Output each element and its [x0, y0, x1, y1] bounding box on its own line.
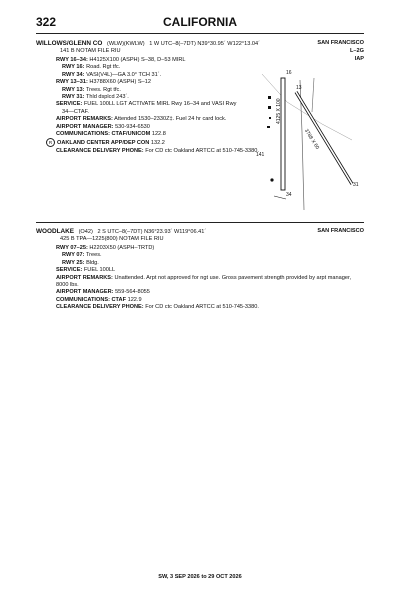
willows-detail-line-label: SERVICE:	[56, 101, 83, 108]
willows-detail-line-text: VASI(V4L)—GA 3.0° TCH 31´.	[86, 71, 162, 78]
willows-chart-code-lo: L–2G	[350, 48, 364, 54]
willows-detail-lines	[48, 57, 259, 155]
woodlake-location-line: 2 S UTC–8(–7DT) N36°23.93´ W119°06.41´	[97, 229, 207, 235]
woodlake-detail-line	[56, 260, 370, 267]
woodlake-detail-line	[56, 289, 364, 296]
woodlake-detail-line	[56, 297, 364, 304]
willows-region: SAN FRANCISCO	[317, 40, 364, 46]
radar-badge-icon: R	[46, 138, 55, 147]
willows-detail-line	[56, 94, 259, 101]
willows-detail-line-text: FUEL 100LL LGT ACTIVATE MIRL Rwy 16–34 and VASI Rwy	[83, 101, 237, 108]
woodlake-detail-line	[56, 275, 364, 290]
woodlake-detail-line-label: RWY 25:	[62, 259, 85, 266]
willows-detail-line-text: Thld dsplcd 243´.	[85, 94, 129, 101]
runway-end-16: 16	[286, 70, 292, 76]
road-line	[312, 78, 314, 112]
runway-end-31: 31	[353, 182, 359, 188]
willows-detail-line	[56, 64, 259, 71]
building-icon	[267, 126, 270, 128]
building-icon	[268, 96, 271, 99]
willows-detail-line-label: CLEARANCE DELIVERY PHONE:	[56, 147, 144, 154]
willows-detail-line-text: Attended 1530–2330Z‡. Fuel 24 hr card lock.	[114, 116, 227, 123]
willows-detail-line-text: 530-934-6530	[115, 123, 150, 130]
woodlake-detail-line	[56, 252, 370, 259]
willows-location-line: 1 W UTC–8(–7DT) N39°30.95´ W122°13.04´	[149, 41, 261, 47]
willows-detail-line-label: COMMUNICATIONS: CTAF/UNICOM	[56, 131, 151, 138]
woodlake-detail-line-label: SERVICE:	[56, 267, 83, 274]
willows-detail-line-label: RWY 13:	[62, 86, 85, 93]
building-icon	[268, 106, 271, 109]
woodlake-detail-line	[56, 267, 364, 274]
willows-detail-line	[56, 148, 259, 155]
willows-detail-line-text: 132.2	[150, 140, 165, 147]
willows-detail-line-label: RWY 13–31:	[56, 79, 88, 86]
woodlake-detail-line-text: 559-564-8055	[115, 289, 150, 296]
state-heading: CALIFORNIA	[163, 15, 237, 29]
edition-footer: SW, 3 SEP 2026 to 29 OCT 2026	[158, 574, 242, 580]
willows-elevation-line: 141 B NOTAM FILE RIU	[60, 48, 121, 54]
field-elevation: 141	[256, 152, 265, 158]
page-number: 322	[36, 15, 57, 29]
taxiway-line	[274, 196, 286, 199]
woodlake-detail-line	[56, 245, 364, 252]
woodlake-detail-line-label: AIRPORT MANAGER:	[56, 289, 114, 296]
willows-detail-line-text: For CD ctc Oakland ARTCC at 510-745-3380.	[145, 147, 259, 154]
willows-detail-line	[56, 72, 259, 79]
willows-detail-line	[56, 116, 259, 123]
woodlake-detail-line-text: Unattended. Arpt not approved for ngt use. Gross pavement strength provided by arpt manager, 8000 lbs.	[56, 274, 352, 289]
woodlake-detail-line-label: RWY 07–25:	[56, 245, 88, 251]
runway-16-34-dims: 4125 X 100	[276, 98, 282, 124]
header-rule	[36, 33, 364, 34]
willows-detail-line-label: RWY 31:	[62, 94, 85, 101]
willows-detail-line-text: H3788X60 (ASPH) S–12	[89, 79, 151, 86]
willows-detail-line	[56, 131, 259, 138]
woodlake-elevation-line: 425 B TPA—1225(800) NOTAM FILE RIU	[60, 236, 164, 242]
willows-detail-line-text: 34—CTAF.	[62, 108, 89, 115]
woodlake-region: SAN FRANCISCO	[317, 228, 364, 234]
woodlake-detail-line-label: AIRPORT REMARKS:	[56, 274, 113, 281]
woodlake-detail-line-label: COMMUNICATIONS: CTAF	[56, 296, 127, 303]
willows-detail-line	[56, 79, 259, 86]
woodlake-detail-line-text: H2203X50 (ASPH–TRTD)	[89, 245, 155, 251]
willows-detail-line-text: Road. Rgt tfc.	[86, 64, 121, 71]
willows-detail-line	[56, 124, 259, 131]
woodlake-detail-line-label: CLEARANCE DELIVERY PHONE:	[56, 304, 144, 311]
woodlake-detail-line-label: RWY 07:	[62, 252, 85, 259]
woodlake-airport-name: WOODLAKE	[36, 228, 74, 235]
willows-detail-line	[48, 138, 259, 147]
willows-airport-diagram	[252, 72, 362, 212]
willows-detail-line-label: RWY 16–34:	[56, 57, 88, 63]
willows-detail-line-text: 122.8	[151, 131, 166, 138]
willows-detail-line-label: RWY 16:	[62, 64, 85, 71]
woodlake-detail-line-text: 122.9	[127, 296, 142, 303]
willows-detail-line-text: H4125X100 (ASPH) S–38, D–53 MIRL	[89, 57, 186, 63]
woodlake-detail-line-text: For CD ctc Oakland ARTCC at 510-745-3380.	[145, 304, 259, 311]
runway-13-31-dims: 3788 X 60	[302, 128, 321, 151]
runway-end-13: 13	[296, 85, 302, 91]
willows-detail-line	[56, 57, 259, 64]
runway-end-34: 34	[286, 192, 292, 198]
willows-detail-line-label: OAKLAND CENTER APP/DEP CON	[57, 140, 150, 147]
woodlake-detail-line-text: FUEL 100LL	[83, 267, 116, 274]
building-icon	[269, 117, 271, 119]
willows-detail-line-label: RWY 34:	[62, 71, 85, 78]
willows-airport-name: WILLOWS/GLENN CO	[36, 40, 103, 47]
woodlake-detail-lines	[56, 245, 370, 312]
willows-identifiers: (WLW)(KWLW)	[106, 41, 145, 47]
willows-detail-line	[56, 109, 259, 116]
woodlake-detail-line	[56, 304, 364, 311]
entry-divider	[36, 222, 364, 223]
willows-detail-line-label: AIRPORT REMARKS:	[56, 116, 113, 123]
runway-16-34	[281, 78, 285, 190]
willows-detail-line-text: Trees. Rgt tfc.	[85, 86, 121, 93]
willows-chart-code-iap: IAP	[354, 56, 364, 62]
beacon-icon	[270, 178, 273, 181]
willows-detail-line	[56, 101, 259, 108]
woodlake-detail-line-text: Bldg.	[86, 259, 99, 266]
willows-detail-line-label: AIRPORT MANAGER:	[56, 123, 114, 130]
woodlake-identifiers: (O42)	[78, 229, 93, 235]
willows-detail-line	[56, 87, 259, 94]
woodlake-detail-line-text: Trees.	[85, 252, 102, 259]
